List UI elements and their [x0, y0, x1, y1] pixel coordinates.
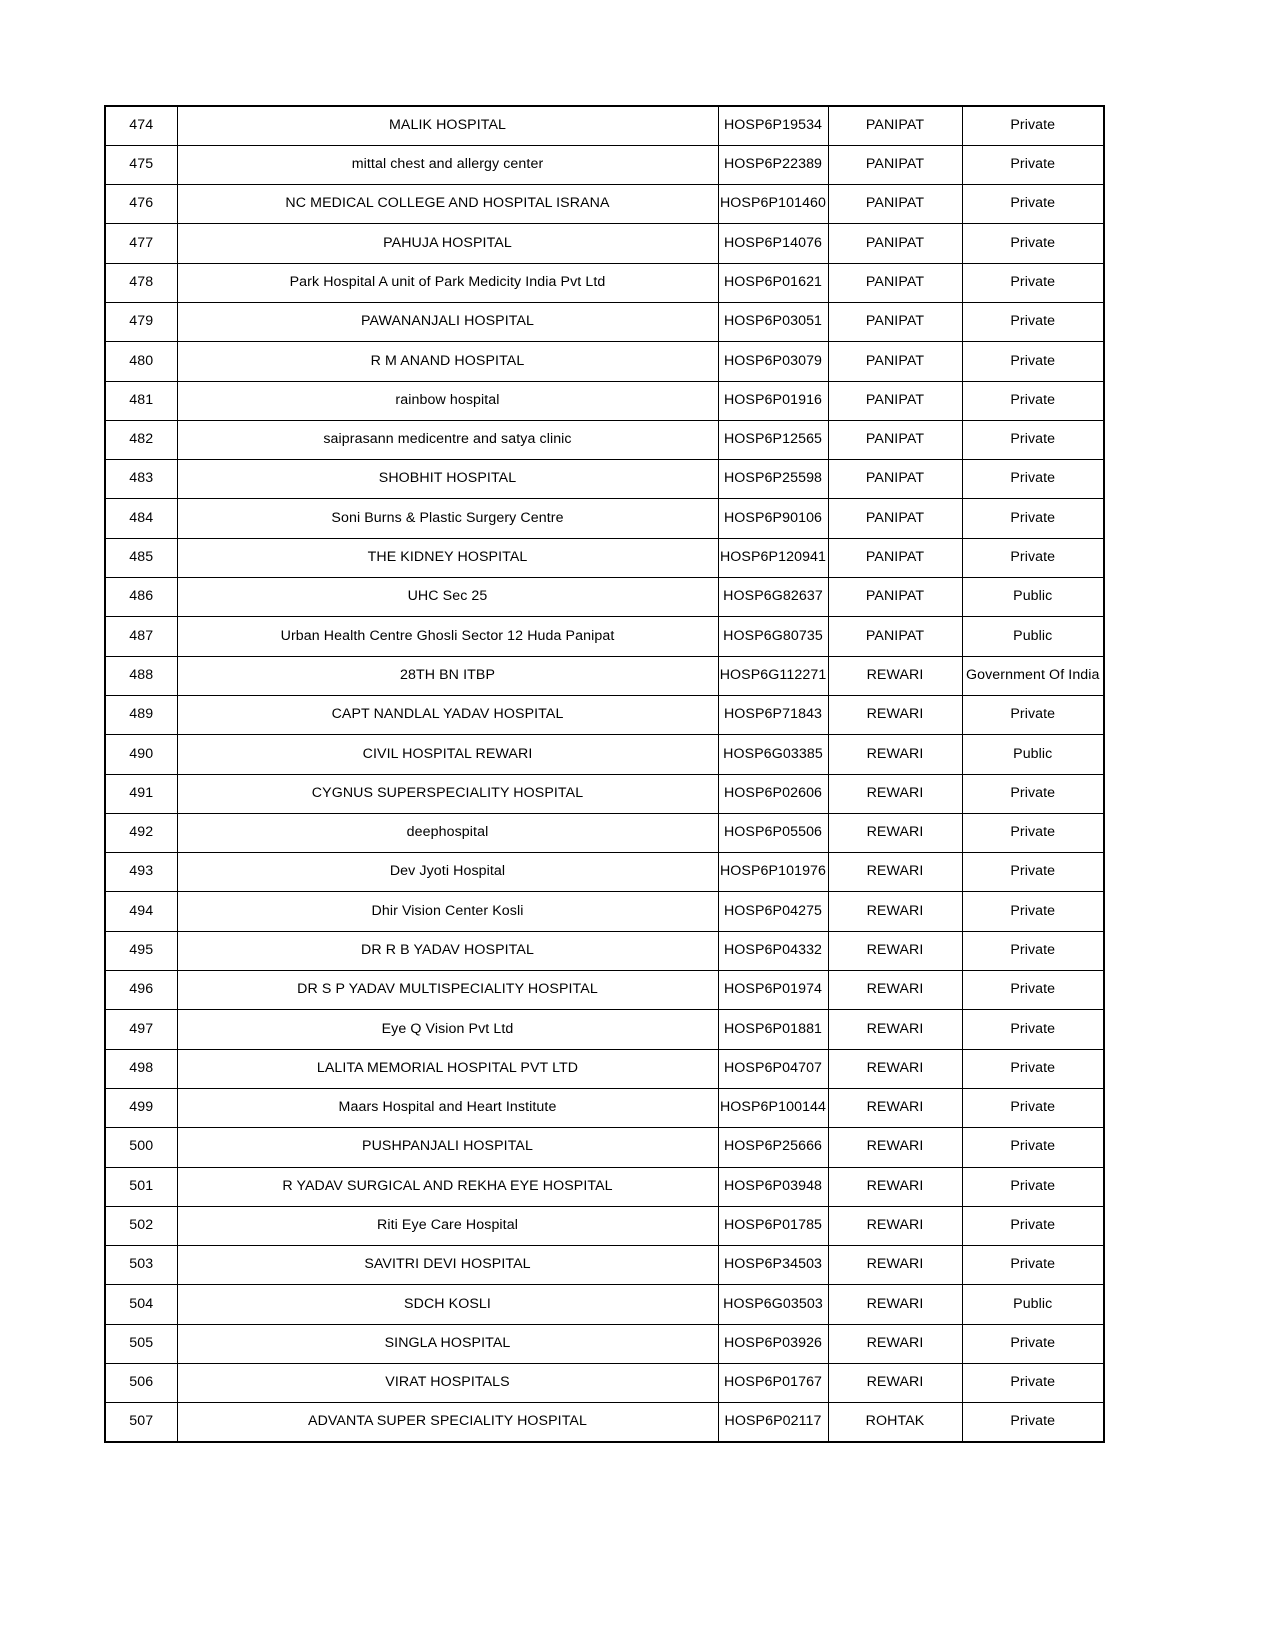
cell-hospital-name: Riti Eye Care Hospital	[177, 1206, 718, 1245]
cell-hospital-name: DR R B YADAV HOSPITAL	[177, 931, 718, 970]
cell-hospital-name: CYGNUS SUPERSPECIALITY HOSPITAL	[177, 774, 718, 813]
cell-district: PANIPAT	[828, 617, 962, 656]
cell-serial-number: 501	[105, 1167, 177, 1206]
cell-district: REWARI	[828, 695, 962, 734]
table-row	[105, 656, 1104, 695]
table-row	[105, 774, 1104, 813]
cell-serial-number: 491	[105, 774, 177, 813]
cell-ownership-type: Private	[962, 538, 1104, 577]
cell-serial-number: 497	[105, 1010, 177, 1049]
cell-ownership-type: Private	[962, 381, 1104, 420]
cell-hospital-code: HOSP6P12565	[718, 420, 828, 459]
cell-hospital-code: HOSP6G82637	[718, 578, 828, 617]
cell-district: PANIPAT	[828, 381, 962, 420]
cell-ownership-type: Private	[962, 1403, 1104, 1442]
hospital-table-container	[104, 105, 1103, 1443]
cell-ownership-type: Public	[962, 578, 1104, 617]
table-row	[105, 381, 1104, 420]
cell-hospital-name: SAVITRI DEVI HOSPITAL	[177, 1246, 718, 1285]
cell-serial-number: 503	[105, 1246, 177, 1285]
cell-hospital-code: HOSP6P03051	[718, 302, 828, 341]
cell-district: REWARI	[828, 735, 962, 774]
cell-district: REWARI	[828, 931, 962, 970]
cell-hospital-name: SINGLA HOSPITAL	[177, 1324, 718, 1363]
cell-hospital-name: mittal chest and allergy center	[177, 145, 718, 184]
cell-hospital-code: HOSP6P05506	[718, 813, 828, 852]
cell-ownership-type: Private	[962, 695, 1104, 734]
cell-ownership-type: Private	[962, 420, 1104, 459]
cell-hospital-code: HOSP6P100144	[718, 1088, 828, 1127]
cell-district: REWARI	[828, 1167, 962, 1206]
table-row	[105, 931, 1104, 970]
cell-hospital-name: PUSHPANJALI HOSPITAL	[177, 1128, 718, 1167]
cell-hospital-name: THE KIDNEY HOSPITAL	[177, 538, 718, 577]
cell-hospital-name: Soni Burns & Plastic Surgery Centre	[177, 499, 718, 538]
cell-serial-number: 485	[105, 538, 177, 577]
cell-ownership-type: Private	[962, 1088, 1104, 1127]
cell-district: PANIPAT	[828, 185, 962, 224]
table-row	[105, 1206, 1104, 1245]
cell-hospital-code: HOSP6P101976	[718, 853, 828, 892]
cell-hospital-code: HOSP6P01621	[718, 263, 828, 302]
cell-ownership-type: Private	[962, 1010, 1104, 1049]
cell-ownership-type: Private	[962, 774, 1104, 813]
cell-hospital-code: HOSP6P101460	[718, 185, 828, 224]
cell-hospital-name: deephospital	[177, 813, 718, 852]
cell-ownership-type: Private	[962, 892, 1104, 931]
cell-hospital-name: rainbow hospital	[177, 381, 718, 420]
cell-district: PANIPAT	[828, 106, 962, 145]
table-row	[105, 1167, 1104, 1206]
cell-ownership-type: Private	[962, 971, 1104, 1010]
cell-hospital-name: Urban Health Centre Ghosli Sector 12 Huda Panipat	[177, 617, 718, 656]
cell-district: REWARI	[828, 813, 962, 852]
cell-hospital-name: Park Hospital A unit of Park Medicity India Pvt Ltd	[177, 263, 718, 302]
cell-serial-number: 506	[105, 1364, 177, 1403]
table-row	[105, 106, 1104, 145]
cell-hospital-code: HOSP6P01785	[718, 1206, 828, 1245]
cell-hospital-name: CAPT NANDLAL YADAV HOSPITAL	[177, 695, 718, 734]
cell-district: PANIPAT	[828, 538, 962, 577]
cell-hospital-name: saiprasann medicentre and satya clinic	[177, 420, 718, 459]
cell-district: REWARI	[828, 1324, 962, 1363]
table-row	[105, 499, 1104, 538]
cell-hospital-code: HOSP6G03385	[718, 735, 828, 774]
cell-district: PANIPAT	[828, 145, 962, 184]
cell-district: ROHTAK	[828, 1403, 962, 1442]
cell-hospital-name: VIRAT HOSPITALS	[177, 1364, 718, 1403]
cell-ownership-type: Private	[962, 1167, 1104, 1206]
cell-serial-number: 494	[105, 892, 177, 931]
table-row	[105, 892, 1104, 931]
cell-hospital-name: PAWANANJALI HOSPITAL	[177, 302, 718, 341]
cell-serial-number: 492	[105, 813, 177, 852]
cell-hospital-code: HOSP6P02117	[718, 1403, 828, 1442]
cell-ownership-type: Private	[962, 1324, 1104, 1363]
cell-serial-number: 478	[105, 263, 177, 302]
cell-ownership-type: Private	[962, 1364, 1104, 1403]
cell-hospital-code: HOSP6P71843	[718, 695, 828, 734]
cell-hospital-name: PAHUJA HOSPITAL	[177, 224, 718, 263]
cell-ownership-type: Public	[962, 1285, 1104, 1324]
cell-serial-number: 504	[105, 1285, 177, 1324]
cell-hospital-name: ADVANTA SUPER SPECIALITY HOSPITAL	[177, 1403, 718, 1442]
cell-hospital-name: UHC Sec 25	[177, 578, 718, 617]
hospital-table	[104, 105, 1105, 1443]
cell-serial-number: 483	[105, 460, 177, 499]
cell-ownership-type: Private	[962, 931, 1104, 970]
cell-hospital-code: HOSP6G03503	[718, 1285, 828, 1324]
table-row	[105, 1324, 1104, 1363]
table-row	[105, 460, 1104, 499]
cell-ownership-type: Private	[962, 106, 1104, 145]
table-row	[105, 420, 1104, 459]
cell-hospital-name: NC MEDICAL COLLEGE AND HOSPITAL ISRANA	[177, 185, 718, 224]
cell-serial-number: 480	[105, 342, 177, 381]
cell-serial-number: 487	[105, 617, 177, 656]
cell-district: REWARI	[828, 853, 962, 892]
cell-hospital-code: HOSP6P25598	[718, 460, 828, 499]
cell-district: REWARI	[828, 892, 962, 931]
cell-serial-number: 479	[105, 302, 177, 341]
cell-hospital-code: HOSP6P04707	[718, 1049, 828, 1088]
cell-ownership-type: Private	[962, 302, 1104, 341]
cell-hospital-code: HOSP6P01767	[718, 1364, 828, 1403]
cell-district: REWARI	[828, 656, 962, 695]
table-row	[105, 185, 1104, 224]
cell-hospital-name: Dev Jyoti Hospital	[177, 853, 718, 892]
cell-serial-number: 500	[105, 1128, 177, 1167]
cell-serial-number: 476	[105, 185, 177, 224]
cell-serial-number: 486	[105, 578, 177, 617]
cell-district: PANIPAT	[828, 578, 962, 617]
cell-hospital-name: SDCH KOSLI	[177, 1285, 718, 1324]
cell-district: REWARI	[828, 1285, 962, 1324]
table-row	[105, 1246, 1104, 1285]
table-row	[105, 1088, 1104, 1127]
cell-ownership-type: Private	[962, 342, 1104, 381]
cell-ownership-type: Private	[962, 813, 1104, 852]
cell-ownership-type: Private	[962, 460, 1104, 499]
cell-district: PANIPAT	[828, 224, 962, 263]
table-row	[105, 224, 1104, 263]
cell-hospital-name: MALIK HOSPITAL	[177, 106, 718, 145]
hospital-table-body	[105, 106, 1104, 1442]
cell-serial-number: 505	[105, 1324, 177, 1363]
cell-hospital-code: HOSP6P01974	[718, 971, 828, 1010]
cell-hospital-code: HOSP6P03948	[718, 1167, 828, 1206]
cell-serial-number: 484	[105, 499, 177, 538]
table-row	[105, 302, 1104, 341]
cell-district: REWARI	[828, 1128, 962, 1167]
table-row	[105, 145, 1104, 184]
cell-ownership-type: Private	[962, 185, 1104, 224]
table-row	[105, 813, 1104, 852]
cell-hospital-name: Dhir Vision Center Kosli	[177, 892, 718, 931]
cell-hospital-code: HOSP6P01881	[718, 1010, 828, 1049]
cell-district: PANIPAT	[828, 420, 962, 459]
cell-serial-number: 488	[105, 656, 177, 695]
cell-ownership-type: Public	[962, 617, 1104, 656]
table-row	[105, 1128, 1104, 1167]
cell-ownership-type: Private	[962, 499, 1104, 538]
table-row	[105, 853, 1104, 892]
table-row	[105, 1285, 1104, 1324]
cell-hospital-code: HOSP6G80735	[718, 617, 828, 656]
table-row	[105, 342, 1104, 381]
cell-district: REWARI	[828, 1206, 962, 1245]
cell-serial-number: 477	[105, 224, 177, 263]
table-row	[105, 1010, 1104, 1049]
cell-serial-number: 482	[105, 420, 177, 459]
cell-serial-number: 489	[105, 695, 177, 734]
cell-district: PANIPAT	[828, 499, 962, 538]
cell-hospital-name: R M ANAND HOSPITAL	[177, 342, 718, 381]
cell-district: PANIPAT	[828, 460, 962, 499]
cell-ownership-type: Private	[962, 224, 1104, 263]
cell-district: REWARI	[828, 1246, 962, 1285]
table-row	[105, 1403, 1104, 1442]
cell-hospital-code: HOSP6P03926	[718, 1324, 828, 1363]
cell-district: REWARI	[828, 774, 962, 813]
cell-serial-number: 481	[105, 381, 177, 420]
cell-hospital-name: CIVIL HOSPITAL REWARI	[177, 735, 718, 774]
cell-serial-number: 474	[105, 106, 177, 145]
cell-hospital-name: R YADAV SURGICAL AND REKHA EYE HOSPITAL	[177, 1167, 718, 1206]
table-row	[105, 971, 1104, 1010]
cell-hospital-code: HOSP6P19534	[718, 106, 828, 145]
cell-ownership-type: Private	[962, 1128, 1104, 1167]
cell-district: REWARI	[828, 1049, 962, 1088]
cell-ownership-type: Private	[962, 1246, 1104, 1285]
cell-hospital-name: 28TH BN ITBP	[177, 656, 718, 695]
cell-hospital-code: HOSP6P14076	[718, 224, 828, 263]
cell-serial-number: 475	[105, 145, 177, 184]
cell-hospital-code: HOSP6P120941	[718, 538, 828, 577]
cell-hospital-name: Maars Hospital and Heart Institute	[177, 1088, 718, 1127]
cell-serial-number: 490	[105, 735, 177, 774]
cell-hospital-code: HOSP6P22389	[718, 145, 828, 184]
table-row	[105, 578, 1104, 617]
cell-serial-number: 507	[105, 1403, 177, 1442]
table-row	[105, 1049, 1104, 1088]
cell-district: REWARI	[828, 1364, 962, 1403]
table-row	[105, 538, 1104, 577]
table-row	[105, 735, 1104, 774]
cell-serial-number: 493	[105, 853, 177, 892]
cell-district: REWARI	[828, 971, 962, 1010]
cell-ownership-type: Private	[962, 853, 1104, 892]
cell-ownership-type: Government Of India	[962, 656, 1104, 695]
cell-serial-number: 498	[105, 1049, 177, 1088]
cell-serial-number: 496	[105, 971, 177, 1010]
cell-hospital-name: Eye Q Vision Pvt Ltd	[177, 1010, 718, 1049]
table-row	[105, 617, 1104, 656]
cell-district: PANIPAT	[828, 302, 962, 341]
cell-district: REWARI	[828, 1010, 962, 1049]
cell-district: PANIPAT	[828, 263, 962, 302]
cell-hospital-code: HOSP6P02606	[718, 774, 828, 813]
cell-hospital-code: HOSP6P04275	[718, 892, 828, 931]
cell-ownership-type: Public	[962, 735, 1104, 774]
cell-serial-number: 499	[105, 1088, 177, 1127]
cell-hospital-code: HOSP6P34503	[718, 1246, 828, 1285]
cell-district: REWARI	[828, 1088, 962, 1127]
cell-hospital-name: SHOBHIT HOSPITAL	[177, 460, 718, 499]
cell-hospital-code: HOSP6P01916	[718, 381, 828, 420]
table-row	[105, 1364, 1104, 1403]
cell-ownership-type: Private	[962, 263, 1104, 302]
cell-hospital-code: HOSP6P25666	[718, 1128, 828, 1167]
table-row	[105, 695, 1104, 734]
cell-hospital-code: HOSP6P90106	[718, 499, 828, 538]
cell-hospital-code: HOSP6P03079	[718, 342, 828, 381]
table-row	[105, 263, 1104, 302]
cell-ownership-type: Private	[962, 1049, 1104, 1088]
cell-serial-number: 495	[105, 931, 177, 970]
cell-hospital-code: HOSP6P04332	[718, 931, 828, 970]
cell-serial-number: 502	[105, 1206, 177, 1245]
cell-district: PANIPAT	[828, 342, 962, 381]
cell-hospital-name: DR S P YADAV MULTISPECIALITY HOSPITAL	[177, 971, 718, 1010]
cell-ownership-type: Private	[962, 1206, 1104, 1245]
cell-hospital-code: HOSP6G112271	[718, 656, 828, 695]
cell-hospital-name: LALITA MEMORIAL HOSPITAL PVT LTD	[177, 1049, 718, 1088]
cell-ownership-type: Private	[962, 145, 1104, 184]
